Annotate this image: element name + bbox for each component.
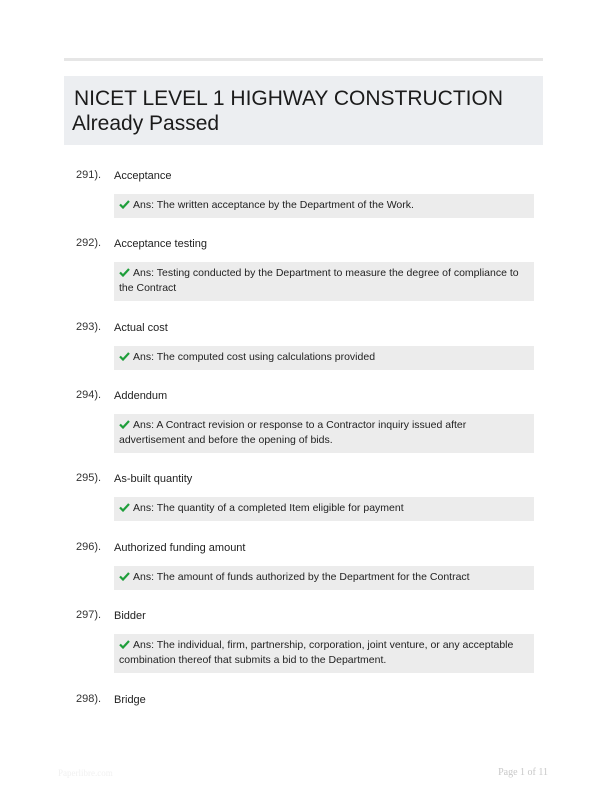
question-term: Acceptance <box>114 170 172 182</box>
check-icon <box>119 352 130 361</box>
answer-box <box>114 497 534 521</box>
question-number: 294). <box>76 389 102 401</box>
answer-box <box>114 414 534 453</box>
check-icon <box>119 268 130 277</box>
question-number: 296). <box>76 541 102 553</box>
top-divider <box>64 58 543 61</box>
document-subtitle: Already Passed <box>72 112 220 135</box>
answer-text: Ans: The quantity of a completed Item eligible for payment <box>133 502 404 514</box>
question-term: Bridge <box>114 694 146 706</box>
check-icon <box>119 503 130 512</box>
answer-box <box>114 346 534 370</box>
answer-text: Ans: The amount of funds authorized by the Department for the Contract <box>133 571 470 583</box>
answer-box <box>114 194 534 218</box>
question-term: Actual cost <box>114 322 168 334</box>
question-number: 291). <box>76 169 102 181</box>
question-number: 298). <box>76 693 102 705</box>
check-icon <box>119 572 130 581</box>
question-term: Addendum <box>114 390 168 402</box>
question-term: Acceptance testing <box>114 238 207 250</box>
question-number: 295). <box>76 472 102 484</box>
question-term: As-built quantity <box>114 473 193 485</box>
answer-text: Ans: Testing conducted by the Department to measure the degree of compliance to the Contract <box>119 267 519 294</box>
check-icon <box>119 200 130 209</box>
check-icon <box>119 420 130 429</box>
answer-box <box>114 566 534 590</box>
answer-text: Ans: The computed cost using calculations provided <box>133 351 376 363</box>
question-term: Bidder <box>114 610 146 622</box>
check-icon <box>119 640 130 649</box>
answer-text: Ans: A Contract revision or response to a Contractor inquiry issued after advertisement and before the opening of bids. <box>119 419 467 446</box>
footer-watermark: Paperlibre.com <box>58 768 113 778</box>
document-title: NICET LEVEL 1 HIGHWAY CONSTRUCTION <box>74 87 504 110</box>
document-header <box>64 76 543 145</box>
answer-box <box>114 262 534 301</box>
question-number: 293). <box>76 321 102 333</box>
page-number: Page 1 of 11 <box>498 767 548 778</box>
answer-text: Ans: The individual, firm, partnership, corporation, joint venture, or any acceptable combination thereof that submits a bid to the Department. <box>119 639 514 666</box>
answer-box <box>114 634 534 673</box>
question-number: 292). <box>76 237 102 249</box>
question-term: Authorized funding amount <box>114 542 246 554</box>
question-number: 297). <box>76 609 102 621</box>
answer-text: Ans: The written acceptance by the Department of the Work. <box>133 199 414 211</box>
